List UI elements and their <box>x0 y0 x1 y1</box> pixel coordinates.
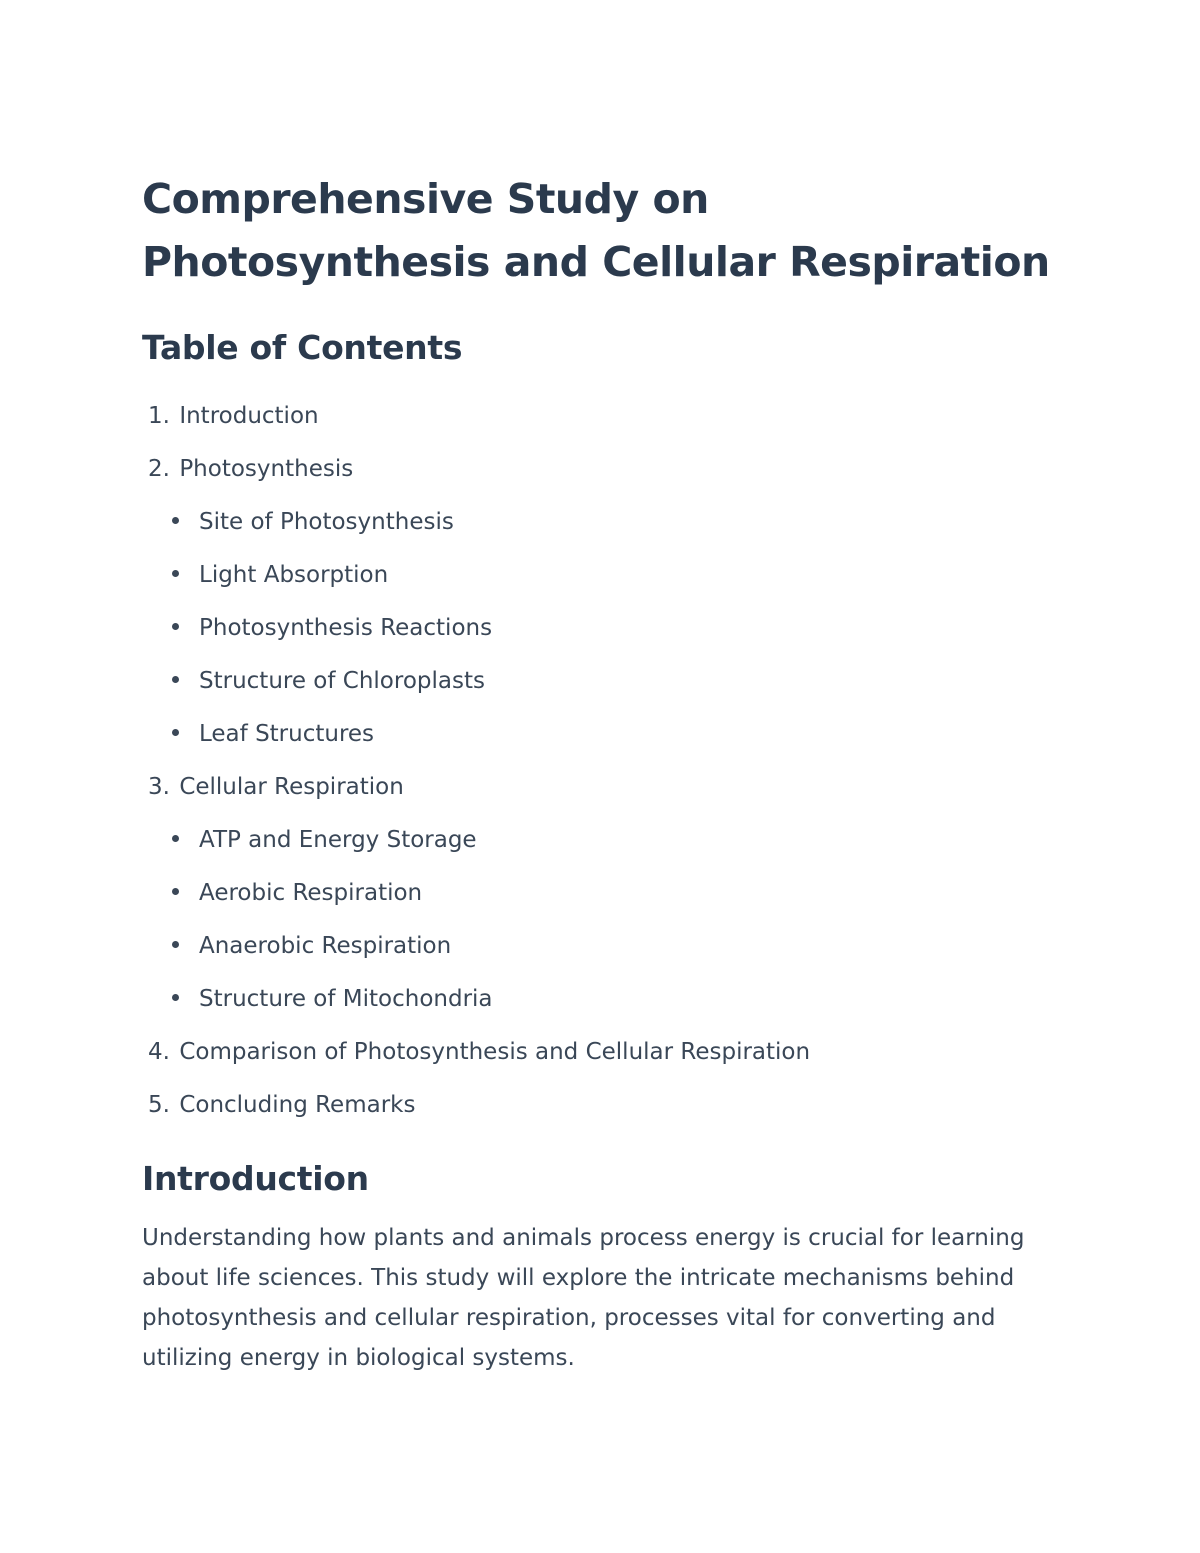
toc-sublabel: Aerobic Respiration <box>199 880 423 906</box>
table-of-contents <box>142 390 1082 1132</box>
toc-heading: Table of Contents <box>142 328 463 367</box>
bullet-icon <box>172 835 179 842</box>
toc-subitem[interactable] <box>142 814 1082 867</box>
toc-subitem[interactable] <box>142 920 1082 973</box>
toc-label: Cellular Respiration <box>179 774 404 800</box>
toc-number: 1. <box>148 403 170 429</box>
bullet-icon <box>172 941 179 948</box>
toc-sublabel: Leaf Structures <box>199 721 375 747</box>
toc-number: 2. <box>148 456 170 482</box>
toc-sublabel: Photosynthesis Reactions <box>199 615 493 641</box>
bullet-icon <box>172 888 179 895</box>
toc-sublabel: Light Absorption <box>199 562 389 588</box>
introduction-heading: Introduction <box>142 1159 369 1198</box>
toc-number: 4. <box>148 1039 170 1065</box>
bullet-icon <box>172 994 179 1001</box>
toc-subsection-cellular-respiration <box>142 814 1082 1026</box>
bullet-icon <box>172 729 179 736</box>
toc-item-concluding-remarks[interactable] <box>142 1079 1082 1132</box>
introduction-paragraph: Understanding how plants and animals process energy is crucial for learning about life sciences. This study will explore the intricate mechanisms behind photosynthesis and cellular respiration, processes vital for converting and utilizing energy in biological systems. <box>142 1225 1025 1371</box>
toc-item-photosynthesis[interactable] <box>142 443 1082 496</box>
toc-subitem[interactable] <box>142 602 1082 655</box>
bullet-icon <box>172 676 179 683</box>
document-page <box>142 168 1082 1378</box>
toc-label: Comparison of Photosynthesis and Cellular Respiration <box>179 1039 811 1065</box>
toc-subitem[interactable] <box>142 708 1082 761</box>
toc-label: Introduction <box>179 403 319 429</box>
toc-subitem[interactable] <box>142 973 1082 1026</box>
toc-item-comparison[interactable] <box>142 1026 1082 1079</box>
toc-label: Concluding Remarks <box>179 1092 416 1118</box>
toc-subitem[interactable] <box>142 655 1082 708</box>
toc-subitem[interactable] <box>142 867 1082 920</box>
toc-item-cellular-respiration[interactable] <box>142 761 1082 814</box>
toc-number: 3. <box>148 774 170 800</box>
toc-sublabel: Anaerobic Respiration <box>199 933 452 959</box>
toc-sublabel: Site of Photosynthesis <box>199 509 454 535</box>
toc-subsection-photosynthesis <box>142 496 1082 761</box>
toc-label: Photosynthesis <box>179 456 354 482</box>
bullet-icon <box>172 570 179 577</box>
toc-item-introduction[interactable] <box>142 390 1082 443</box>
toc-number: 5. <box>148 1092 170 1118</box>
document-title <box>142 168 1082 294</box>
bullet-icon <box>172 623 179 630</box>
title-line-2: Photosynthesis and Cellular Respiration <box>142 238 1050 286</box>
toc-sublabel: Structure of Chloroplasts <box>199 668 485 694</box>
toc-sublabel: ATP and Energy Storage <box>199 827 477 853</box>
bullet-icon <box>172 517 179 524</box>
toc-subitem[interactable] <box>142 549 1082 602</box>
toc-subitem[interactable] <box>142 496 1082 549</box>
toc-sublabel: Structure of Mitochondria <box>199 986 493 1012</box>
toc-sublist <box>142 814 1082 1026</box>
toc-sublist <box>142 496 1082 761</box>
title-line-1: Comprehensive Study on <box>142 175 709 223</box>
